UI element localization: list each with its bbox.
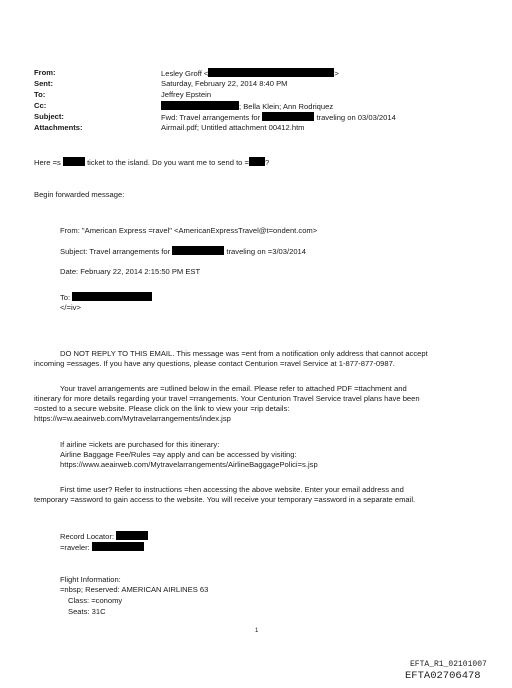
flight-reserved: =nbsp; Reserved: AMERICAN AIRLINES 63 bbox=[60, 585, 209, 594]
para2-line-1: Your travel arrangements are =utlined below in the email. Please refer to attached PDF =ttachment and bbox=[60, 384, 407, 393]
from-value: Lesley Groff < > bbox=[161, 69, 339, 78]
redaction-box bbox=[262, 112, 314, 121]
baggage-link[interactable]: https://www.aeairweb.com/Mytravelarrangements/AirlineBaggagePolici=s.jsp bbox=[60, 460, 318, 469]
doc-id-secondary: EFTA02706478 bbox=[405, 670, 481, 682]
para2-line-3: =osted to a secure website. Please click on the link to view your =rip details: bbox=[34, 404, 290, 413]
redaction-box bbox=[249, 157, 265, 166]
redaction-box bbox=[116, 531, 148, 540]
flight-info-heading: Flight Information: bbox=[60, 575, 121, 584]
subject-label: Subject: bbox=[34, 112, 64, 121]
redaction-box bbox=[208, 68, 334, 77]
cc-value: ; Bella Klein; Ann Rodriquez bbox=[161, 101, 333, 112]
fwd-subject: Subject: Travel arrangements for traveling on =3/03/2014 bbox=[60, 247, 307, 256]
notice-line-1: DO NOT REPLY TO THIS EMAIL. This message was =ent from a notification only address that cannot accept bbox=[60, 349, 428, 358]
flight-seats: Seats: 31C bbox=[68, 607, 106, 616]
fwd-from: From: "American Express =ravel" <AmericanExpressTravel@t=ondent.com> bbox=[60, 226, 318, 235]
sent-label: Sent: bbox=[34, 79, 53, 88]
fwd-date: Date: February 22, 2014 2:15:50 PM EST bbox=[60, 267, 201, 276]
itinerary-link[interactable]: https://w=w.aeairweb.com/Mytravelarrangements/index.jsp bbox=[34, 414, 231, 423]
here-line: Here =s ticket to the island. Do you want me to send to = ? bbox=[34, 158, 270, 167]
attachments-label: Attachments: bbox=[34, 123, 83, 132]
para3-line-2: Airline Baggage Fee/Rules =ay apply and can be accessed by visiting: bbox=[60, 450, 297, 459]
doc-id-primary: EFTA_R1_02101007 bbox=[410, 660, 487, 669]
para4-line-2: temporary =assword to gain access to the website. You will receive your temporary =assword in a separate email. bbox=[34, 495, 416, 504]
redaction-box bbox=[92, 542, 144, 551]
sent-value: Saturday, February 22, 2014 8:40 PM bbox=[161, 79, 288, 88]
fwd-div: </=iv> bbox=[60, 303, 81, 312]
redaction-box bbox=[172, 246, 224, 255]
para2-line-2: itinerary for more details regarding your travel =rrangements. Your Centurion Travel Service travel plans have been bbox=[34, 394, 420, 403]
notice-line-2: incoming =essages. If you have any questions, please contact Centurion =ravel Service at 1-877-877-0987. bbox=[34, 359, 395, 368]
cc-label: Cc: bbox=[34, 101, 47, 110]
fwd-to: To: bbox=[60, 292, 152, 303]
to-value: Jeffrey Epstein bbox=[161, 90, 212, 99]
page-number: 1 bbox=[255, 628, 259, 634]
to-label: To: bbox=[34, 90, 46, 99]
from-label: From: bbox=[34, 68, 56, 77]
traveler: =raveler: bbox=[60, 542, 144, 553]
attachments-value: Airmail.pdf; Untitled attachment 00412.htm bbox=[161, 123, 305, 132]
para4-line-1: First time user? Refer to instructions =hen accessing the above website. Enter your email address and bbox=[60, 485, 404, 494]
para3-line-1: If airline =ickets are purchased for this itinerary: bbox=[60, 440, 220, 449]
redaction-box bbox=[161, 101, 239, 110]
redaction-box bbox=[72, 292, 152, 301]
flight-class: Class: =conomy bbox=[68, 596, 123, 605]
redaction-box bbox=[63, 157, 85, 166]
subject-value: Fwd: Travel arrangements for traveling on 03/03/2014 bbox=[161, 113, 396, 122]
begin-forwarded: Begin forwarded message: bbox=[34, 190, 125, 199]
record-locator: Record Locator: bbox=[60, 531, 148, 542]
